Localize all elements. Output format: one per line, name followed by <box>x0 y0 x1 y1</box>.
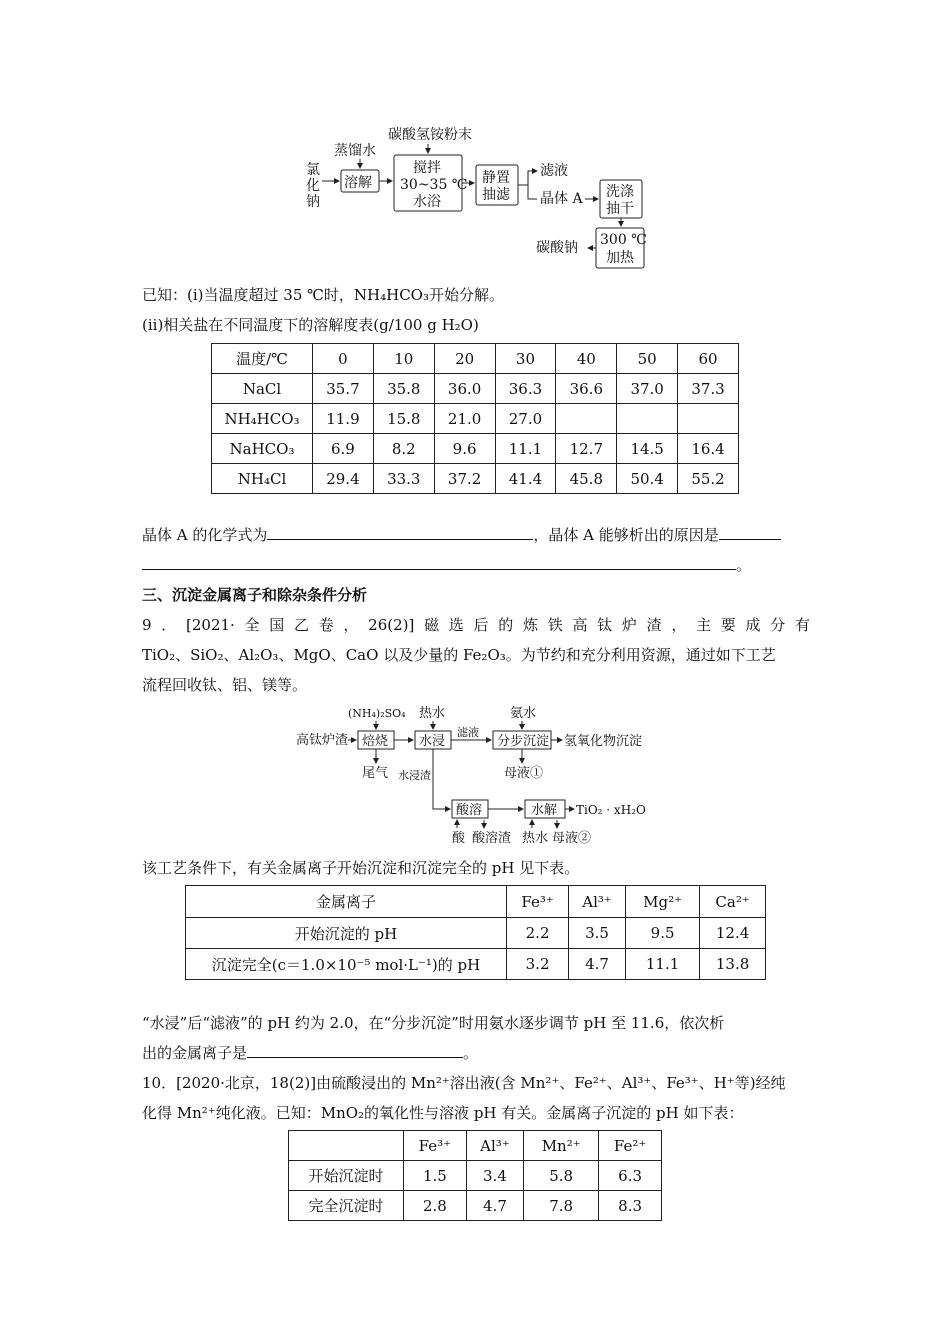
flow1-water: 蒸馏水 <box>334 143 376 159</box>
table-row <box>212 404 739 434</box>
table-cell: 沉淀完全(c＝1.0×10⁻⁵ mol·L⁻¹)的 pH <box>186 949 507 980</box>
table-row <box>289 1191 662 1221</box>
q9-question-prompt: 出的金属离子是 <box>142 1044 248 1062</box>
solubility-table <box>211 343 739 494</box>
table-cell: 30 <box>495 344 556 374</box>
flowchart-titanium-recovery <box>292 700 682 848</box>
table-cell: Fe³⁺ <box>507 886 569 918</box>
table-cell: 4.7 <box>466 1191 523 1221</box>
table-cell <box>556 404 617 434</box>
flow1-box-stir-l2: 30~35 ℃ <box>400 177 468 193</box>
table-cell: 开始沉淀的 pH <box>186 918 507 949</box>
table-cell: 8.2 <box>373 434 434 464</box>
q8-prompt-reason: ，晶体 A 能够析出的原因是 <box>533 526 719 544</box>
flow2-tail-gas: 尾气 <box>362 766 389 781</box>
table-cell: 50 <box>617 344 678 374</box>
table-cell: Al³⁺ <box>466 1131 523 1161</box>
known-i: 已知：(i)当温度超过 35 ℃时，NH₄HCO₃开始分解。 <box>142 286 504 304</box>
table-cell <box>678 404 739 434</box>
flow1-top-reagent: 碳酸氢铵粉末 <box>388 127 472 143</box>
table-cell: 5.8 <box>524 1161 599 1191</box>
table-cell: 6.9 <box>313 434 374 464</box>
table-cell: Mg²⁺ <box>625 886 699 918</box>
flow1-box-wash-l1: 洗涤 <box>606 184 634 200</box>
table-cell: Fe²⁺ <box>599 1131 662 1161</box>
table-row <box>186 949 766 980</box>
table-row <box>186 886 766 918</box>
flow2-box-hydro-label: 水解 <box>531 803 558 818</box>
ph-table-q9 <box>185 885 766 980</box>
table-row <box>212 434 739 464</box>
q8-prompt-formula: 晶体 A 的化学式为 <box>142 526 268 544</box>
table-cell: 7.8 <box>524 1191 599 1221</box>
q9-question-line1: “水浸”后“滤液”的 pH 约为 2.0，在“分步沉淀”时用氨水逐步调节 pH 至 11.6，依次析 <box>142 1014 725 1032</box>
table-cell: 12.4 <box>700 918 766 949</box>
table-cell: NH₄HCO₃ <box>212 404 313 434</box>
flow1-box-settle-l1: 静置 <box>482 170 510 186</box>
table-cell: 11.9 <box>313 404 374 434</box>
table-cell: 20 <box>434 344 495 374</box>
table-row <box>289 1131 662 1161</box>
table-cell: 3.4 <box>466 1161 523 1191</box>
table-cell: 1.5 <box>404 1161 467 1191</box>
table-row <box>289 1161 662 1191</box>
flow1-start-1: 氯 <box>306 162 320 178</box>
table-cell: 9.6 <box>434 434 495 464</box>
flow2-hydroxide: 氢氧化物沉淀 <box>564 734 643 749</box>
table-cell: 9.5 <box>625 918 699 949</box>
table-cell: 37.2 <box>434 464 495 494</box>
table-cell: 11.1 <box>625 949 699 980</box>
table-row <box>212 344 739 374</box>
section-heading: 三、沉淀金属离子和除杂条件分析 <box>142 586 368 604</box>
table-cell: 6.3 <box>599 1161 662 1191</box>
table-cell: 4.7 <box>569 949 626 980</box>
answer-blank-reason-cont[interactable] <box>142 553 736 570</box>
table-cell: 金属离子 <box>186 886 507 918</box>
flow2-reagent2: 热水 <box>419 706 446 721</box>
q8-line1 <box>142 520 810 550</box>
q8-line2 <box>142 550 810 580</box>
table-cell: 36.0 <box>434 374 495 404</box>
flow2-hot-water: 热水 <box>522 831 549 846</box>
table-cell: 41.4 <box>495 464 556 494</box>
table-cell: 27.0 <box>495 404 556 434</box>
table-cell: 35.8 <box>373 374 434 404</box>
flow2-reagent1: (NH₄)₂SO₄ <box>348 707 406 720</box>
flow2-acid-residue: 酸溶渣 <box>472 831 512 846</box>
flow1-product: 碳酸钠 <box>536 240 578 256</box>
table-cell: 0 <box>313 344 374 374</box>
table-cell: 12.7 <box>556 434 617 464</box>
flow2-residue: 水浸渣 <box>398 769 431 782</box>
table-cell: 13.8 <box>700 949 766 980</box>
table-cell: 37.3 <box>678 374 739 404</box>
flowchart-sodium-carbonate <box>300 120 660 275</box>
table-cell: 15.8 <box>373 404 434 434</box>
table-cell: 36.6 <box>556 374 617 404</box>
table-cell: 50.4 <box>617 464 678 494</box>
flow1-box-stir-l1: 搅拌 <box>413 160 441 176</box>
flow1-box-heat-l1: 300 ℃ <box>600 232 647 248</box>
flow1-box-settle-l2: 抽滤 <box>482 187 510 203</box>
table-cell: Al³⁺ <box>569 886 626 918</box>
table-cell: 55.2 <box>678 464 739 494</box>
table-cell: 11.1 <box>495 434 556 464</box>
table-cell: 29.4 <box>313 464 374 494</box>
table-cell: 2.2 <box>507 918 569 949</box>
flow2-product: TiO₂ · xH₂O <box>576 803 646 817</box>
flow2-filtrate: 滤液 <box>457 726 479 739</box>
table-cell: 完全沉淀时 <box>289 1191 404 1221</box>
flow2-reagent3: 氨水 <box>510 706 537 721</box>
flow1-box-stir-l3: 水浴 <box>413 194 441 210</box>
table-row <box>212 464 739 494</box>
table-cell: 3.5 <box>569 918 626 949</box>
table-cell: 10 <box>373 344 434 374</box>
table-cell: Fe³⁺ <box>404 1131 467 1161</box>
flow1-filtrate: 滤液 <box>540 163 568 179</box>
q9-question-end: 。 <box>463 1044 479 1062</box>
table-row <box>186 918 766 949</box>
flow1-box-heat-l2: 加热 <box>606 250 634 266</box>
q9-table-intro: 该工艺条件下，有关金属离子开始沉淀和沉淀完全的 pH 见下表。 <box>142 859 580 877</box>
table-cell: Mn²⁺ <box>524 1131 599 1161</box>
answer-blank-reason[interactable] <box>719 523 781 540</box>
flow2-mother2: 母液② <box>552 831 592 846</box>
table-cell: 45.8 <box>556 464 617 494</box>
table-cell: NH₄Cl <box>212 464 313 494</box>
q9-line3: 流程回收钛、铝、镁等。 <box>142 676 308 694</box>
table-cell: 37.0 <box>617 374 678 404</box>
table-cell: 21.0 <box>434 404 495 434</box>
answer-blank-formula[interactable] <box>267 523 533 540</box>
table-cell: 3.2 <box>507 949 569 980</box>
table-row <box>212 374 739 404</box>
table-cell: 33.3 <box>373 464 434 494</box>
table-cell: 36.3 <box>495 374 556 404</box>
table-cell: 14.5 <box>617 434 678 464</box>
flow2-box-acid-label: 酸溶 <box>456 803 483 818</box>
table-cell: 8.3 <box>599 1191 662 1221</box>
flow2-box-leach-label: 水浸 <box>419 734 446 749</box>
q8-line2-end: 。 <box>736 556 752 574</box>
table-cell <box>289 1131 404 1161</box>
q10-line2: 化得 Mn²⁺纯化液。已知：MnO₂的氧化性与溶液 pH 有关。金属离子沉淀的 pH 如下表： <box>142 1104 744 1122</box>
q9-question-line2 <box>142 1038 810 1068</box>
table-cell: 温度/℃ <box>212 344 313 374</box>
flow2-mother1: 母液① <box>504 766 544 781</box>
flow2-box-roast-label: 焙烧 <box>362 734 389 749</box>
answer-blank-ions[interactable] <box>247 1041 463 1058</box>
table-cell: 16.4 <box>678 434 739 464</box>
q9-line1: 9．[2021·全国乙卷，26(2)]磁选后的炼铁高钛炉渣，主要成分有 <box>142 616 810 634</box>
flow2-start: 高钛炉渣 <box>296 733 349 748</box>
flow2-box-precip-label: 分步沉淀 <box>497 734 550 749</box>
flow1-start-3: 钠 <box>306 194 320 210</box>
table-cell: 35.7 <box>313 374 374 404</box>
flow1-box-dissolve-label: 溶解 <box>344 175 372 191</box>
table-cell: Ca²⁺ <box>700 886 766 918</box>
flow1-start-2: 化 <box>306 178 320 194</box>
q9-line2: TiO₂、SiO₂、Al₂O₃、MgO、CaO 以及少量的 Fe₂O₃。为节约和充分利用资源，通过如下工艺 <box>142 646 776 664</box>
ph-table-q10 <box>288 1130 662 1221</box>
table-cell: NaCl <box>212 374 313 404</box>
q10-line1: 10．[2020·北京，18(2)]由硫酸浸出的 Mn²⁺溶出液(含 Mn²⁺、Fe²⁺、Al³⁺、Fe³⁺、H⁺等)经纯 <box>142 1074 786 1092</box>
flow1-box-wash-l2: 抽干 <box>606 201 634 217</box>
table-cell: 40 <box>556 344 617 374</box>
flow2-acid: 酸 <box>452 831 466 846</box>
table-cell: 开始沉淀时 <box>289 1161 404 1191</box>
flow1-crystal: 晶体 A <box>540 191 583 207</box>
table-cell: 60 <box>678 344 739 374</box>
table-cell: 2.8 <box>404 1191 467 1221</box>
known-ii: (ii)相关盐在不同温度下的溶解度表(g/100 g H₂O) <box>142 316 479 334</box>
table-cell: NaHCO₃ <box>212 434 313 464</box>
table-cell <box>617 404 678 434</box>
